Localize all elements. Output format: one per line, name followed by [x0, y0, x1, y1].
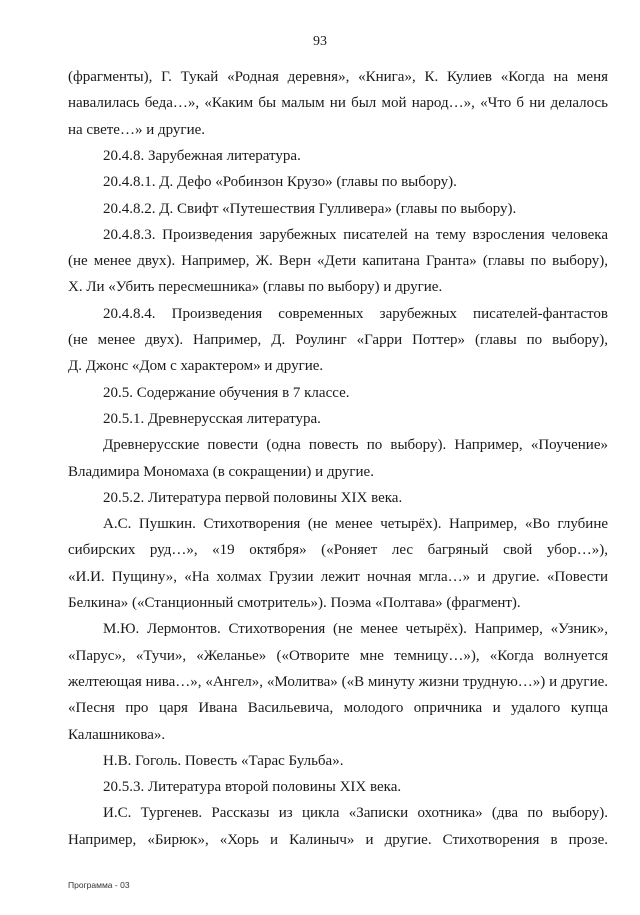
text-line: 20.5.1. Древнерусская литература. — [103, 410, 321, 427]
text-line: (не менее двух). Например, Д. Роулинг «Гарри Поттер» (главы по выбору), — [68, 332, 608, 348]
text-line: 20.4.8.3. Произведения зарубежных писателей на тему взросления человека — [103, 226, 608, 243]
text-line: навалилась беда…», «Каким бы малым ни был мой народ…», «Что б ни делалось — [68, 95, 608, 112]
text-line: 20.4.8.1. Д. Дефо «Робинзон Крузо» (главы по выбору). — [103, 174, 457, 191]
text-line: 20.4.8.2. Д. Свифт «Путешествия Гулливера» (главы по выбору). — [103, 200, 517, 217]
text-line: М.Ю. Лермонтов. Стихотворения (не менее четырёх). Например, «Узник», — [103, 621, 608, 638]
text-line: 20.5.2. Литература первой половины XIX века. — [103, 489, 403, 506]
text-line: 20.5.3. Литература второй половины XIX века. — [103, 779, 402, 796]
text-line: 20.4.8.4. Произведения современных зарубежных писателей-фантастов — [103, 305, 608, 322]
text-line: Белкина» («Станционный смотритель»). Поэма «Полтава» (фрагмент). — [68, 595, 521, 611]
page-footer: Программа - 03 — [68, 880, 130, 890]
text-line: Калашникова». — [68, 726, 166, 743]
text-line: (не менее двух). Например, Ж. Верн «Дети капитана Гранта» (главы по выбору), — [68, 253, 608, 270]
text-line: сибирских руд…», «19 октября» («Роняет лес багряный свой убор…»), — [68, 542, 608, 559]
text-line: на свете…» и другие. — [68, 121, 206, 138]
text-line: Д. Джонс «Дом с характером» и другие. — [68, 358, 324, 375]
text-line: А.С. Пушкин. Стихотворения (не менее четырёх). Например, «Во глубине — [103, 516, 608, 533]
text-line: И.С. Тургенев. Рассказы из цикла «Записки охотника» (два по выбору). — [103, 805, 608, 822]
text-line: Владимира Мономаха (в сокращении) и другие. — [68, 463, 374, 480]
text-line: «Парус», «Тучи», «Желанье» («Отворите мне темницу…»), «Когда волнуется — [68, 647, 608, 664]
text-line: «Песня про царя Ивана Васильевича, молодого опричника и удалого купца — [68, 700, 608, 717]
text-line: Н.В. Гоголь. Повесть «Тарас Бульба». — [103, 752, 344, 769]
text-line: 20.4.8. Зарубежная литература. — [103, 147, 301, 164]
text-line: Х. Ли «Убить пересмешника» (главы по выбору) и другие. — [68, 279, 443, 296]
text-line: «И.И. Пущину», «На холмах Грузии лежит ночная мгла…» и другие. «Повести — [68, 568, 608, 585]
text-line: Древнерусские повести (одна повесть по выбору). Например, «Поучение» — [103, 437, 608, 454]
page-number: 93 — [313, 34, 327, 49]
text-line: 20.5. Содержание обучения в 7 классе. — [103, 384, 350, 401]
text-line: (фрагменты), Г. Тукай «Родная деревня», «Книга», К. Кулиев «Когда на меня — [68, 69, 608, 85]
text-line: Например, «Бирюк», «Хорь и Калиныч» и другие. Стихотворения в прозе. — [68, 831, 608, 848]
text-line: желтеющая нива…», «Ангел», «Молитва» («В минуту жизни трудную…») и другие. — [68, 673, 608, 690]
